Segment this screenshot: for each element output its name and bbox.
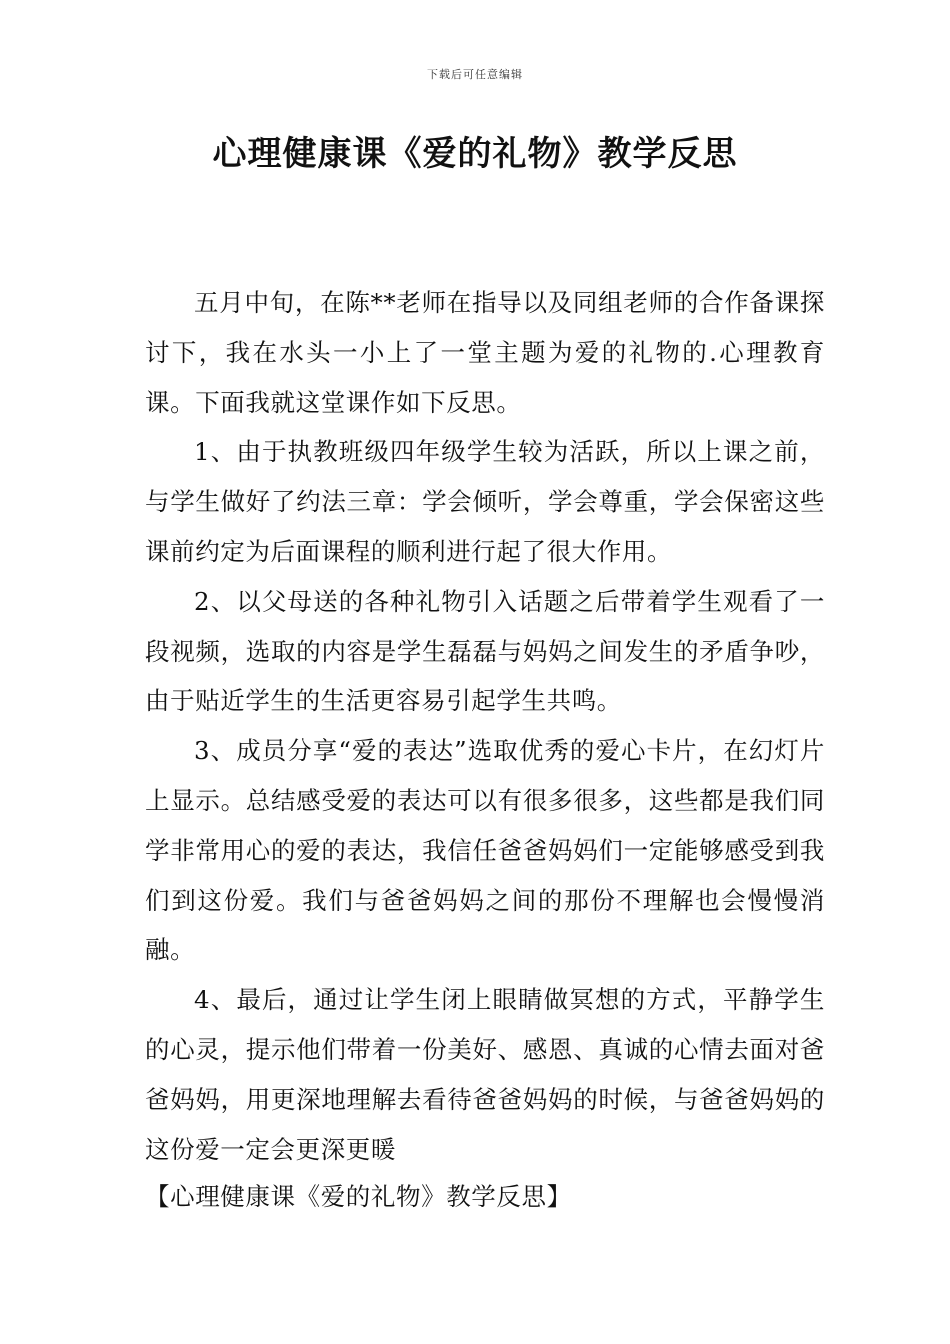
paragraph-intro: 五月中旬，在陈**老师在指导以及同组老师的合作备课探讨下，我在水头一小上了一堂主题为爱的礼物的.心理教育课。下面我就这堂课作如下反思。 bbox=[145, 288, 825, 417]
paragraph-point-2: 2、以父母送的各种礼物引入话题之后带着学生观看了一段视频，选取的内容是学生磊磊与妈妈之间发生的矛盾争吵，由于贴近学生的生活更容易引起学生共鸣。 bbox=[145, 586, 825, 716]
paragraph-point-4: 4、最后，通过让学生闭上眼睛做冥想的方式，平静学生的心灵，提示他们带着一份美好、感恩、真诚的心情去面对爸爸妈妈，用更深地理解去看待爸爸妈妈的时候，与爸爸妈妈的这份爱一定会更深更暖 bbox=[145, 985, 825, 1164]
paragraph-point-3: 3、成员分享“爱的表达”选取优秀的爱心卡片，在幻灯片上显示。总结感受爱的表达可以有很多很多，这些都是我们同学非常用心的爱的表达，我信任爸爸妈妈们一定能够感受到我们到这份爱。我们与爸爸妈妈之间的那份不理解也会慢慢消融。 bbox=[145, 736, 825, 965]
paragraph-point-1: 1、由于执教班级四年级学生较为活跃，所以上课之前，与学生做好了约法三章：学会倾听，学会尊重，学会保密这些课前约定为后面课程的顺利进行起了很大作用。 bbox=[145, 437, 825, 566]
footer-title: 【心理健康课《爱的礼物》教学反思】 bbox=[145, 1182, 572, 1211]
document-title: 心理健康课《爱的礼物》教学反思 bbox=[212, 134, 738, 174]
document-body bbox=[145, 278, 825, 1174]
header-note: 下载后可任意编辑 bbox=[427, 68, 523, 81]
